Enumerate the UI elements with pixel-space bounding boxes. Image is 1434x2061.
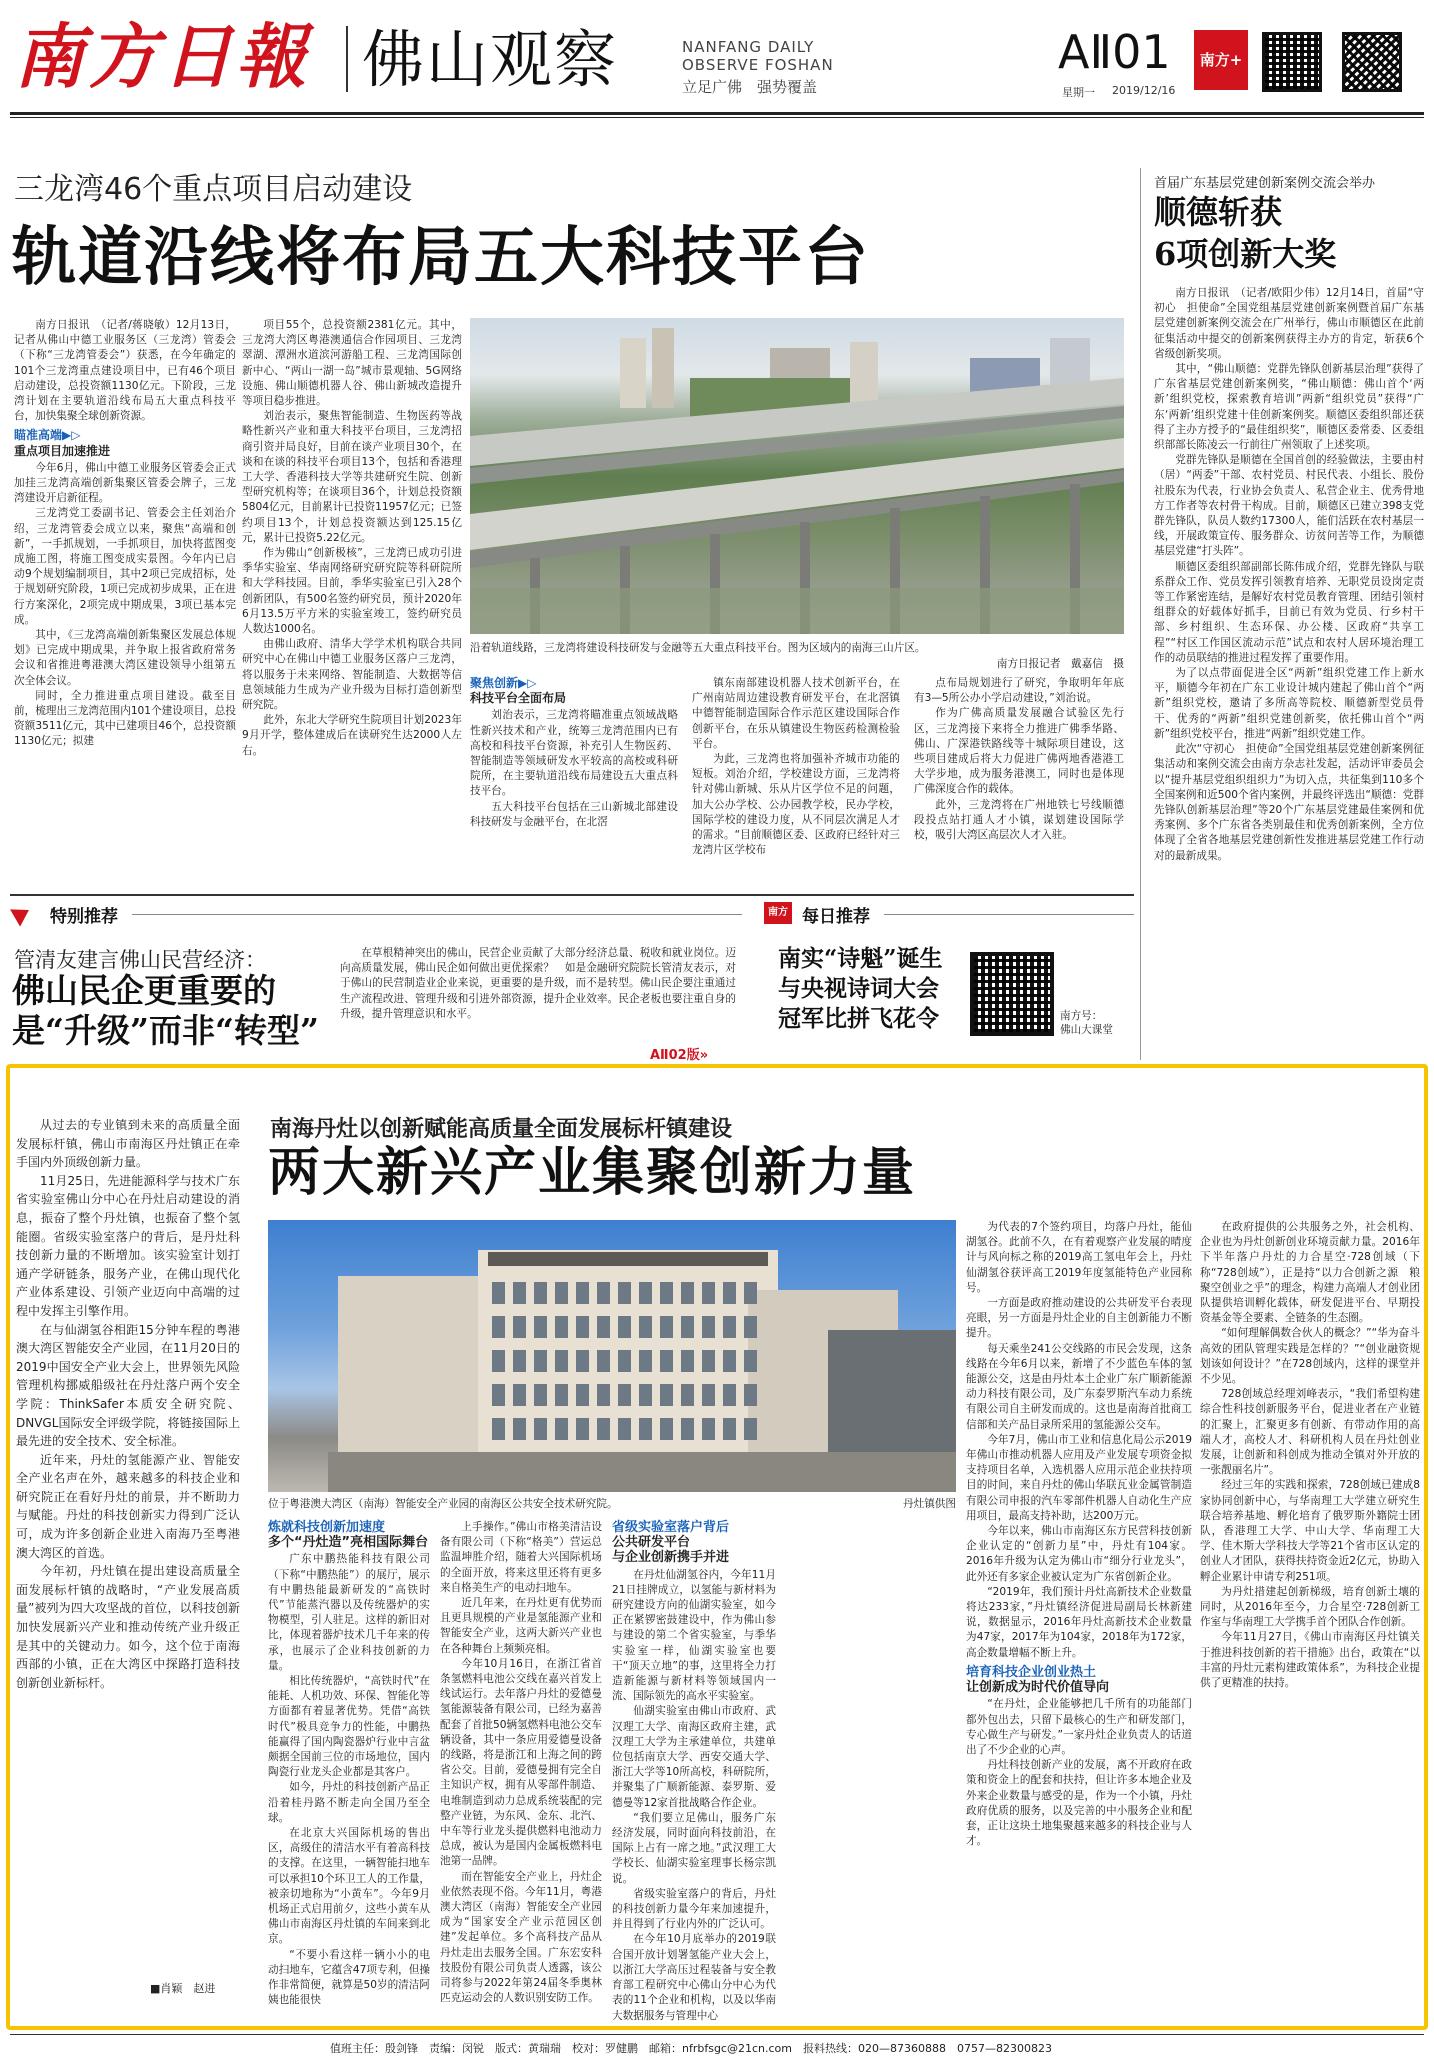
building-window (744, 1384, 757, 1406)
lead-photo (470, 318, 1124, 634)
daily-headline-3[interactable]: 冠军比拼飞花令 (778, 1005, 939, 1032)
building-window (639, 1316, 652, 1338)
building-window (681, 1350, 694, 1372)
lead-paragraph: 刘治表示，聚焦智能制造、生物医药等战略性新兴产业和重大科技平台项目，三龙湾招商引资并局良好，目前在谈产业项目30个，在谈和在谈的科技平台项目13个，包括和香港理工大学、香港科技大学等共建研究生院、创新型研究机构等；在谈项目36个，计划总投资额5804亿元，目前累计已投资11957亿元；已签约项目13个，计划总投资额达到125.15亿元，累计已投资5.22亿元。 (242, 410, 462, 544)
building-window (555, 1350, 568, 1372)
building-window (576, 1316, 589, 1338)
building-window (639, 1418, 652, 1440)
special-recommend-rule (132, 914, 742, 915)
feature-kicker: 南海丹灶以创新赋能高质量全面发展标杆镇建设 (270, 1117, 733, 1142)
building-window (492, 1350, 505, 1372)
lead-column-4 (692, 676, 900, 890)
building-window (639, 1384, 652, 1406)
feature-paragraph: “我们要立足佛山，服务广东经济发展，同时面向科技前沿，在国际上占有一席之地。”武汉理工大学校长、仙湖实验室理事长杨宗凯说。 (612, 1811, 776, 1885)
lead-photo-credit: 南方日报记者 戴嘉信 摄 (996, 658, 1124, 670)
recommend-kicker[interactable]: 管清友建言佛山民营经济： (14, 948, 266, 972)
lead-paragraph: 作为佛山“创新极核”，三龙湾已成功引进季华实验室、华南网络研究研究院等科研院所和大学科技园。目前，季华实验室已引入28个创新团队，有500名签约研究员，预计2020年6月13.5万平方米的实验室竣工，签约研究员人数达1000名。 (242, 547, 462, 636)
daily-recommend-badge (764, 902, 792, 940)
masthead (0, 0, 1434, 120)
feature-column-2 (440, 1520, 602, 2010)
feature-paragraph: 为代表的7个签约项目，均落户丹灶，能仙湖氢谷。此前不久，在有着观察产业发展的晴度计与风向标之称的2019高工氢电年会上，丹灶仙湖氢谷获评高工2019年度氢能特色产业园称号。 (966, 1221, 1192, 1294)
building-window (681, 1282, 694, 1304)
building-window (639, 1350, 652, 1372)
building-window (618, 1282, 631, 1304)
feature-paragraph: 省级实验室落户的背后，丹灶的科技创新力量今年来加速提升，并且得到了行业内外的广泛认可。 (612, 1887, 776, 1931)
feature-paragraph: 11月25日，先进能源科学与技术广东省实验室佛山分中心在丹灶启动建设的消息，振奋了整个丹灶镇，也振奋了整个氢能圈。省级实验室落户的背后，是丹灶科技创新力量的不断增加。该实验室计划打通产学研链条，服务产业，在佛山现代化产业体系建设、引领产业迈向中高端的过程中发挥主引擎作用。 (16, 1173, 240, 1318)
masthead-rule (10, 112, 1424, 115)
feature-paragraph: 从过去的专业镇到未来的高质量全面发展标杆镇，佛山市南海区丹灶镇正在牵手国内外顶级创新力量。 (16, 1118, 240, 1170)
feature-paragraph: 为丹灶措建起创新梯级，培育创新土壤的同时，从2016年至今，力合星空·728创新工作室与华南理工大学携手首个团队合作创新。 (1200, 1585, 1420, 1629)
sidebar-kicker: 首届广东基层党建创新案例交流会举办 (1154, 176, 1376, 191)
building-window (597, 1350, 610, 1372)
building-window (534, 1384, 547, 1406)
lead-photo-caption: 沿着轨道线路，三龙湾将建设科技研发与金融等五大重点科技平台。图为区域内的南海三山片区。 (470, 642, 926, 654)
feature-byline: ■肖颖 赵进 (150, 1982, 216, 1995)
feature-photo-caption: 位于粤港澳大湾区（南海）智能安全产业园的南海区公共安全技术研究院。 (268, 1498, 618, 1510)
building-window (723, 1418, 736, 1440)
lead-paragraph: 同时，全力推进重点项目建设。截至目前，梳理出三龙湾范围内101个建设项目，总投资额3511亿元，其中已建项目46个，总投资额1130亿元；拟建 (14, 689, 236, 748)
daily-qr-label-1: 南方号： (1060, 1010, 1103, 1022)
building-window (555, 1316, 568, 1338)
feature-paragraph: 在丹灶仙湖氢谷内，今年11月21日挂牌成立，以氢能与新材料为研究建设方向的仙湖实验室，如今正在紧锣密鼓建设中，作为佛山参与建设的第二个省实验室，与季华实验室一样，仙湖实验室也要干“顶天立地”的事，这里将全力打造新能源与新材料等领域国内一流、国际领先的高水平实验室。 (612, 1568, 776, 1703)
building-window (597, 1282, 610, 1304)
lead-subhead-a: 瞄准高端▶▷ (14, 428, 81, 443)
lead-paragraph: 作为广佛高质量发展融合试验区先行区，三龙湾接下来将全力推进广佛季华路、佛山、广深港铁路线等十城际项目建设，这些项目建成后将大力促进广佛两地香港港工大学步地，成为服务港澳工，同时也是体现广佛深度合作的载体。 (914, 707, 1124, 796)
building-window (513, 1316, 526, 1338)
section-title: 佛山观察 (362, 23, 619, 96)
building-window (534, 1282, 547, 1304)
sidebar-paragraph: 为了以点带面促进全区“两新”组织党建工作上新水平，顺德今年初在广东工业设计城内建起了佛山首个“两新”组织党校，邀请了多所高等院校、顺德新型党员骨干、优秀的“两新”组织党建创新奖，依托佛山首个“两新”组织党校平台，推进“两新”组织党建工作。 (1154, 667, 1424, 740)
footer-rule (10, 2034, 1424, 2035)
building-window (702, 1350, 715, 1372)
feature-paragraph: “不要小看这样一辆小小的电动扫地车，它蕴含47项专利，但操作非常简便，就算是50岁的清洁阿姨也能很快 (268, 1948, 430, 2007)
feature-paragraph: 经过三年的实践和探索，728创域已建成8家协同创新中心，与华南理工大学建立研究生联合培养基地、孵化培育了俄罗斯外籍院士团队，香港理工大学、中山大学、华南理工大学、佳木斯大学科技大学等21个省市区认定的创业人才团队，获得扶持资金近2亿元，协助入孵企业累计申请专利251项。 (1200, 1479, 1420, 1583)
feature-paragraph: 而在智能安全产业上，丹灶企业依然表现不俗。今年11月，粤港澳大湾区（南海）智能安全产业园成为“国家安全产业示范园区创建”发起单位。多个高科技产品从丹灶走出去服务全国。广东宏安科技股份有限公司负责人透露，该公司将参与2022年第24届冬季奥林匹克运动会的人数识别安防工作。 (440, 1870, 602, 2005)
daily-qr-label-2: 佛山大课堂 (1060, 1024, 1113, 1036)
feature-paragraph: 今年7月，佛山市工业和信息化局公示2019年佛山市推动机器人应用及产业发展专项资金拟支持项目名单，入选机器人应用示范企业扶持项目的时间，来自丹灶的佛山华联瓦业金属管制造有限公司申报的汽车零部件机器人自动化生产应用项目，最高支持补助，达200万元。 (966, 1433, 1192, 1522)
feature-paragraph: 每天乘坐241公交线路的市民会发现，这条线路在今年6月以来，新增了不少蓝色车体的氢能源公交，这是由丹灶本土企业广东广顺新能源动力科技有限公司，及广东泰罗斯汽车动力系统有限公司自主研发而成的。这也是南海首批商工信部和关产品目录所采用的氢能源公交车。 (966, 1342, 1192, 1431)
feature-paragraph: 上手操作。”佛山市格美清洁设备有限公司（下称“格美”）营运总监温坤胜介绍，随着大兴国际机场的全面开放，将来这里还将有更多来自格美生产的电动扫地车。 (440, 1521, 602, 1594)
feature-paragraph: 相比传统器炉，“高铁时代”在能耗、人机功效、环保、智能化等方面都有着显著优势。凭借“高铁时代”极具竞争力的性能，中鹏热能赢得了国内陶瓷器炉行业中言盆颇据全国前三位的市场地位，国内陶瓷行业龙头企业都是其客户。 (268, 1675, 430, 1779)
feature-paragraph: “在丹灶，企业能够把几千所有的功能部门都外包出去，只留下最核心的生产和研发部门，专心做生产与研发。”一家丹灶企业负责人的话道出了不少企业的心声。 (966, 1698, 1192, 1756)
recommend-headline-2[interactable]: 是“升级”而非“转型” (12, 1011, 319, 1050)
building-window (513, 1282, 526, 1304)
feature-photo-windows (268, 1220, 956, 1492)
masthead-divider (346, 26, 348, 92)
building-window (723, 1384, 736, 1406)
building-window (492, 1384, 505, 1406)
special-recommend-title: 特别推荐 (50, 907, 118, 927)
building-window (702, 1418, 715, 1440)
lead-paragraph: 为此，三龙湾也将加强补齐城市功能的短板。刘治介绍，学校建设方面，三龙湾将针对佛山新城、乐从片区学位不足的问题，加大公办学校、公办园教学校，民办学校，国际学校的建设力度，从不同层次满足人才的需求。“目前顺德区委、区政府已经针对三龙湾片区学校布 (692, 753, 900, 857)
lead-paragraph: 点布局规划进行了研究，争取明年年底有3—5所公办小学启动建设，”刘治说。 (914, 677, 1124, 705)
lead-paragraph: 三龙湾党工委副书记、管委会主任刘治介绍，三龙湾管委会成立以来，聚焦“高端和创新”，一手抓规划，一手抓项目，加快将蓝图变成施工图，将施工图变成实景图。今年内已启动9个规划编制项目，其中2项已完成招标，处于规划研究阶段，1项已完成初步成果，正在进行方案深化，2项完成中期成果，3项已基本完成。 (14, 507, 236, 626)
feature-subhead-c: 省级实验室落户背后 (612, 1520, 730, 1535)
lead-subhead-b: 重点项目加速推进 (14, 443, 111, 458)
building-window (702, 1282, 715, 1304)
building-window (513, 1418, 526, 1440)
feature-paragraph: 今年10月16日，在浙江省首条氢燃料电池公交线在嘉兴首发上线试运行。去年落户丹灶的爱德曼氢能源装备有限公司，已经为嘉善配套了首批50辆氢燃料电池公交车辆设备，其中一条应用爱德曼设备的线路，将是浙江和上海之间的跨省公交。目前，爱德曼拥有完全自主知识产权，拥有从零部件制造、电堆制造到动力总成系统装配的完整产业链，为东风、金东、北汽、中车等行业龙头提供燃料电池动力总成，被认为是国内金属板燃料电池第一品牌。 (440, 1657, 602, 1868)
feature-paragraph: 仙湖实验室由佛山市政府、武汉理工大学、南海区政府主建，武汉理工大学为主承建单位，共建单位包括南京大学、西安交通大学、浙江大学等10所高校，科研院所，并聚集了广顺新能源、泰罗斯、爱德曼等12家首批战略合作企业。 (612, 1705, 776, 1809)
feature-subhead-e: 培育科技企业创业热土 (966, 1664, 1097, 1680)
feature-paragraph: “如何理解偶数合伙人的概念？”“华为奋斗高效的团队管理实践是怎样的？”“创业融资规划该如何设计？”在728创域内，这样的课堂并不少见。 (1200, 1327, 1420, 1386)
building-window (618, 1384, 631, 1406)
lead-paragraph: 其中，《三龙湾高端创新集聚区发展总体规划》已完成中期成果，并争取上报省政府常务会议和省推进粤港澳大湾区建设领导小组第五次全体会议。 (14, 629, 236, 687)
lead-paragraph: 五大科技平台包括在三山新城北部建设科技研发与金融平台，在北滘 (470, 800, 678, 828)
building-window (660, 1282, 673, 1304)
sidebar-paragraph: 其中，“佛山顺德：党群先锋队创新基层治理”获得了广东省基层党建创新案例奖，“佛山顺德：佛山首个‘两新’组织党校，探索教育培训”两新“组织党员”获得“广东‘两新’组织党建十佳创新案例奖。顺德区委组织部还获得了主办方授予的“最佳组织奖”，顺德区委常委、区委组织部部长陈凌云一行前往广州领取了上述奖项。 (1154, 363, 1424, 452)
feature-paragraph: 今年以来，佛山市南海区东方民营科技创新企业认定的“创新力星”中，丹灶有104家。2016年升级为认定为佛山市“细分行业龙头”，此外还有多家企业被认定为广东省创新企业。 (966, 1525, 1192, 1583)
feature-paragraph: 728创域总经理刘峰表示，“我们希望构建综合性科技创新服务平台，促进业者在产业链的汇聚上，汇聚更多有创新、有带动作用的高端人才，高校人才、科研机构人员在丹灶创业发展，让创新和科创成为推动全镇对外开放的一张靓丽名片”。 (1200, 1388, 1420, 1477)
building-window (618, 1316, 631, 1338)
daily-qr-code[interactable] (970, 952, 1054, 1036)
lead-paragraph: 今年6月，佛山中德工业服务区管委会正式加挂三龙湾高端创新集聚区管委会牌子，三龙湾建设开启新征程。 (14, 461, 236, 505)
recommend-top-rule (10, 894, 1134, 896)
feature-paragraph: 一方面是政府推动建设的公共研发平台表现亮眼，另一方面是丹灶企业的自主创新能力不断提升。 (966, 1297, 1192, 1340)
building-window (681, 1418, 694, 1440)
feature-column-1 (268, 1520, 430, 2010)
daily-badge-text: 南方+ (768, 907, 788, 940)
building-window (639, 1282, 652, 1304)
feature-left-column (16, 1116, 240, 2004)
feature-paragraph: 今年11月27日，《佛山市南海区丹灶镇关于推进科技创新的若干措施》出台，政策在“以丰富的丹灶元素构建政策体系”，为科技企业提供了更精准的扶持。 (1200, 1631, 1420, 1690)
qr-code-2[interactable] (1342, 32, 1402, 92)
feature-subhead-f: 让创新成为时代价值导向 (966, 1680, 1110, 1696)
feature-subhead-a: 炼就科技创新加速度 (268, 1520, 386, 1535)
lead-paragraph: 刘治表示，三龙湾将瞄准重点领域战略性新兴技术和产业，统筹三龙湾范围内已有高校和科技平台资源，补充引人生物医药、智能制造等领域研发水平较高的高校或科研院所，在主要轨道沿线布局建设五大重点科技平台。 (470, 709, 678, 798)
lead-paragraph: 此外，三龙湾将在广州地铁七号线顺德段投点站打通人才小镇，谋划建设国际学校，吸引大湾区高层次人才入驻。 (914, 798, 1124, 842)
building-window (513, 1350, 526, 1372)
building-window (492, 1418, 505, 1440)
lead-kicker: 三龙湾46个重点项目启动建设 (14, 172, 413, 207)
feature-paragraph: 近几年来，在丹灶更有优势而且更具规模的产业是氢能源产业和智能安全产业，这两大新兴产业也在各种舞台上频频亮相。 (440, 1597, 602, 1655)
building-window (702, 1316, 715, 1338)
daily-recommend-title: 每日推荐 (802, 907, 870, 927)
building-window (576, 1384, 589, 1406)
sidebar-paragraph: 党群先锋队是顺德在全国首创的经验做法，主要由村（居）“两委”干部、农村党员、村民代表、小组长、股份社股东为代表，行业协会负责人、私营企业主、优秀骨地方工作者等农村骨干构成。目前，顺德区已建立398支党群先锋队，队员人数约17300人，能们活跃在农村基层一线，开展政策宣传、服务群众、访贫问苦等工作，为顺德基层党建“打头阵”。 (1154, 454, 1424, 558)
feature-subhead-d1: 公共研发平台 (612, 1535, 691, 1551)
building-window (681, 1384, 694, 1406)
building-window (534, 1316, 547, 1338)
lead-subhead-c: 聚焦创新▶▷ (470, 676, 537, 690)
lead-column-5 (914, 676, 1124, 890)
daily-recommend-rule (884, 914, 1134, 915)
feature-photo (268, 1220, 956, 1492)
special-recommend-icon (10, 901, 34, 926)
lead-paragraph: 此外，东北大学研究生院项目计划2023年9月开学，整体建成后在读研究生达2000人左右。 (242, 714, 462, 757)
building-window (555, 1418, 568, 1440)
building-window (555, 1384, 568, 1406)
page-number: AⅡ01 (1058, 25, 1171, 79)
feature-photo-credit: 丹灶镇供图 (903, 1498, 956, 1510)
building-window (744, 1316, 757, 1338)
building-window (660, 1384, 673, 1406)
building-window (576, 1418, 589, 1440)
building-window (534, 1418, 547, 1440)
recommend-summary: 在草根精神突出的佛山，民营企业贡献了大部分经济总量、税收和就业岗位。迈向高质量发展，佛山民企如何做出更优探索？ 如是金融研究院院长管清友表示，对于佛山的民营制造业企业来说，更重要的是升级，而不是转型。佛山民企要注重通过生产流程改进、管理升级和引进外部资源，提升企业效率。民企老板也要注重自身的升级，提升管理意识和水平。 (340, 947, 736, 1020)
sidebar-paragraph: 此次“守初心 担使命”全国党组基层党建创新案例征集活动和案例交流会由南方杂志社发起，活动评审委员会以“提升基层党组织组织力”为切入点，共征集到110多个全国案例和近500个省内案例，并最终评选出“顺德：党群先锋队创新基层治理”等20个广东基层党建最佳案例和优秀案例、多个广东省各类别最佳和优秀创新案例，全方位体现了全省各地基层党建创新性发推进基层党建工作行动对的最新成果。 (1154, 743, 1424, 862)
building-window (660, 1418, 673, 1440)
feature-column-3 (612, 1520, 776, 2022)
building-window (618, 1350, 631, 1372)
english-name-2: OBSERVE FOSHAN (682, 56, 834, 74)
feature-headline: 两大新兴产业集聚创新力量 (268, 1142, 917, 1203)
building-window (723, 1282, 736, 1304)
feature-paragraph: 广东中鹏热能科技有限公司（下称“中鹏热能”）的展厅，展示有中鹏热能最新研发的“高铁时代”节能蒸汽器以及传统器炉的实物模型，引人驻足。这样的新旧对比，体现着器炉技术几千年来的传承，也展示了企业科技创新的力量。 (268, 1553, 430, 1672)
feature-paragraph: “2019年，我们预计丹灶高新技术企业数量将达233家，”丹灶镇经济促进局副局长林新建说，数据显示，2016年丹灶高新技术企业数量为47家，2017年为104家，2018年为172家，高企数量增幅不断上升。 (966, 1585, 1192, 1659)
daily-headline-2[interactable]: 与央视诗词大会 (778, 975, 939, 1002)
feature-paragraph: 今年初，丹灶镇在提出建设高质量全面发展标杆镇的战略时，“产业发展高质量”被列为四大攻坚战的首位，以科技创新加快发展新兴产业和推动传统产业升级正是其中的关键动力。如今，这个位于南海西部的小镇，正在大湾区中探路打造科技创新创业新标杆。 (16, 1564, 240, 1690)
feature-subhead-b: 多个“丹灶造”亮相国际舞台 (268, 1535, 429, 1551)
building-window (660, 1316, 673, 1338)
recommend-headline-1[interactable]: 佛山民企更重要的 (12, 971, 276, 1010)
lead-paragraph: 项目55个，总投资额2381亿元。其中，三龙湾大湾区粤港澳通信合作园项目、三龙湾翠湖、潭洲水道滨河游船工程、三龙湾国际创新中心、“两山一湖一岛”城市景观轴、5G网络设施、佛山顺德机器人谷、佛山新城改造提升等项目稳步推进。 (242, 319, 462, 408)
building-window (723, 1350, 736, 1372)
issue-date: 2019/12/16 (1112, 84, 1176, 97)
lead-paragraph: 由佛山政府、清华大学学术机构联合共同研究中心在佛山中德工业服务区落户三龙湾，将以服务于未来网络、智能制造、大数据等信息领域能力生成为产业升级为目标打造创新型研究院。 (242, 638, 462, 712)
building-window (597, 1384, 610, 1406)
feature-paragraph: 丹灶科技创新产业的发展，离不开政府在政策和资金上的配套和扶持，但让许多本地企业及外来企业数量与感受的是，作为一个小镇，丹灶政府优质的服务，以及完善的中小服务企业和配套，正让这块土地集聚越来越多的科技企业与人才。 (966, 1759, 1192, 1848)
lead-headline: 轨道沿线将布局五大科技平台 (12, 220, 870, 295)
building-window (660, 1350, 673, 1372)
building-window (723, 1316, 736, 1338)
building-window (513, 1384, 526, 1406)
feature-paragraph: 在与仙湖氢谷相距15分钟车程的粤港澳大湾区智能安全产业园，在11月20日的2019中国安全产业大会上，世界领先风险管理机构挪威船级社在丹灶落户两个安全学院：ThinkSafer本质安全研究院、DNVGL国际安全评级学院，将链接国际上最先进的安全技术、安全标准。 (16, 1322, 240, 1449)
nanfang-plus-badge (1194, 30, 1248, 90)
feature-paragraph: 近年来，丹灶的氢能源产业、智能安全产业名声在外，越来越多的科技企业和研究院正在看好丹灶的前景，并不断助力与赋能。丹灶的科技创新实力得到广泛认可，成为许多创新企业进入南海乃至粤港澳大湾区的首选。 (16, 1452, 240, 1560)
building-window (576, 1282, 589, 1304)
building-window (744, 1282, 757, 1304)
building-window (492, 1282, 505, 1304)
feature-subhead-d2: 与企业创新携手并进 (612, 1550, 730, 1566)
sidebar-paragraph: 南方日报讯 （记者/欧阳少伟）12月14日，首届“守初心 担使命”全国党组基层党建创新案例暨首届广东基层党建创新案例交流会在广州举行，佛山市顺德区在此前征集活动中提交的创新案例获得主办方的肯定，斩获6个省级创新奖项。 (1154, 287, 1424, 360)
lead-photo-graphic (470, 318, 1124, 634)
building-window (744, 1418, 757, 1440)
lead-paragraph: 镇东南部建设机器人技术创新平台，在广州南站周边建设教育研发平台，在北滘镇中德智能制造国际合作示范区建设国际合作创新平台，在乐从镇建设生物医药检测检验平台。 (692, 677, 900, 750)
building-window (702, 1384, 715, 1406)
building-window (681, 1316, 694, 1338)
daily-headline-1[interactable]: 南实“诗魁”诞生 (778, 945, 943, 972)
newspaper-logo: 南方日報 (14, 15, 310, 98)
building-window (555, 1282, 568, 1304)
lead-column-2 (242, 318, 462, 890)
building-window (492, 1316, 505, 1338)
sidebar-divider (1140, 168, 1141, 1060)
lead-subhead-d: 科技平台全面布局 (470, 691, 567, 706)
feature-paragraph: 在政府提供的公共服务之外，社会机构、企业也为丹灶创新创业环境贡献力量。2016年下半年落户丹灶的力合星空·728创域（下称“728创域”），正是持“以力合创新之源 粮聚空创业之乎”的理念，构建力高端人才创业团队提供培训孵化载体，研发促进平台、早期投资基金等全要素、全链条的生态圈。 (1200, 1221, 1420, 1325)
feature-column-5 (1200, 1220, 1420, 2010)
lead-column-3 (470, 676, 678, 890)
building-window (618, 1418, 631, 1440)
slogan: 立足广佛 强势覆盖 (682, 78, 818, 96)
building-window (597, 1418, 610, 1440)
building-window (597, 1316, 610, 1338)
weekday: 星期一 (1062, 86, 1095, 99)
footer-credits: 值班主任：殷剑锋 责编：闵锐 版式：黄瑞瑞 校对：罗健鹏 邮箱：nfrbfsgc@21cn.com 报料热线：020—87360888 0757—82300823 (330, 2042, 1052, 2055)
recommend-more-link[interactable]: AⅡ02版» (650, 1048, 709, 1063)
badge-text: 南方+ (1199, 51, 1243, 69)
building-window (576, 1350, 589, 1372)
building-window (534, 1350, 547, 1372)
masthead-rule-thin (10, 117, 1424, 118)
feature-paragraph: 如今，丹灶的科技创新产品正沿着桂丹路不断走向全国乃至全球。 (268, 1781, 430, 1824)
lead-column-1 (14, 318, 236, 890)
english-name-1: NANFANG DAILY (682, 38, 815, 56)
feature-paragraph: 在今年10月底举办的2019联合国开放计划署氢能产业大会上，以浙江大学高压过程装备与安全教育部工程研究中心佛山分中心为代表的11个企业和机构，以及以华南大数据服务与管理中心 (612, 1933, 776, 2022)
qr-code-1[interactable] (1262, 32, 1322, 92)
sidebar-body (1154, 286, 1424, 1060)
feature-column-4 (966, 1220, 1192, 2010)
sidebar-headline-2: 6项创新大奖 (1154, 235, 1337, 273)
lead-paragraph: 南方日报讯 （记者/蒋晓敏）12月13日，记者从佛山中德工业服务区（三龙湾）管委会（下称“三龙湾管委会”）获悉，在今年确定的101个三龙湾重点建设项目中，已有46个项目启动建设，总投资额1130亿元。下阶段，三龙湾计划在主要轨道沿线布局五大重点科技平台，加快集聚全球创新资源。 (14, 319, 236, 423)
feature-paragraph: 在北京大兴国际机场的售出区，高级住的清洁水平有着高科技的支撑。在这里，一辆智能扫地车可以承担10个环卫工人的工作量，被亲切地称为“小黄车”。今年9月机场正式启用前夕，这些小黄车从佛山市南海区丹灶镇的车间来到北京。 (268, 1827, 430, 1946)
building-window (744, 1350, 757, 1372)
sidebar-paragraph: 顺德区委组织部副部长陈伟成介绍，党群先锋队与联系群众工作、党员发挥引领教育培养、无职党员设岗定责等工作紧密连结，是解好农村党员教育管理、团结引领村组群众的好载体好抓手，目前已有效为党员、行乡村干部、乡村组织、生态环保、办公楼、区政府“共享工程”“村区工作国区流动示范”试点和农村人居环境治理工作的动员联结的推进过程发挥了重要作用。 (1154, 560, 1424, 664)
sidebar-headline-1: 顺德斩获 (1154, 193, 1283, 231)
